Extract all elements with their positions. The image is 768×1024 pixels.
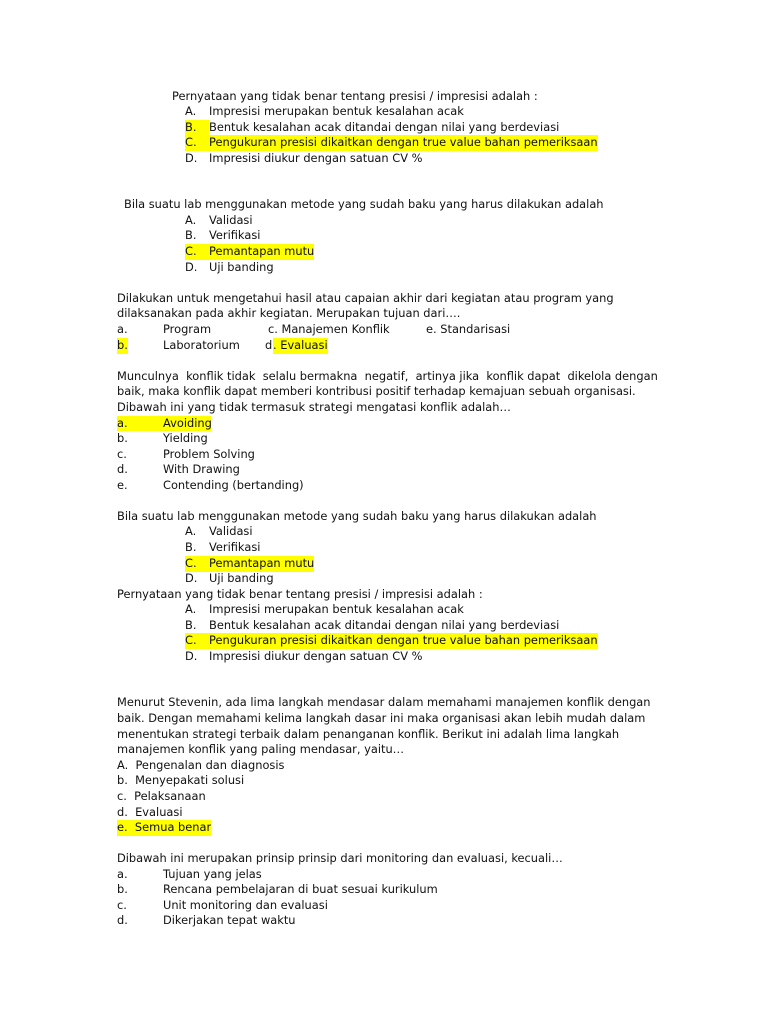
q3-option-d-text: . Evaluasi: [273, 338, 328, 352]
question-4-line-1: Munculnya konflik tidak selalu bermakna negatif, artinya jika konflik dapat dikelola dengan: [117, 369, 658, 383]
q3-option-a-letter: a.: [117, 322, 128, 336]
q8-option-d: d. Dikerjakan tepat waktu: [117, 913, 296, 927]
q4-option-b: b. Yielding: [117, 431, 208, 445]
q3-options-row-2: [117, 338, 537, 354]
q1-option-a: A. Impresisi merupakan bentuk kesalahan acak: [185, 104, 464, 118]
q2-option-b: B. Verifikasi: [185, 228, 261, 242]
question-7-line-1: Menurut Stevenin, ada lima langkah mendasar dalam memahami manajemen konflik dengan: [117, 695, 651, 709]
q4-option-d: d. With Drawing: [117, 462, 240, 476]
q7-option-d: d. Evaluasi: [117, 805, 183, 819]
q6-option-d: D. Impresisi diukur dengan satuan CV %: [185, 649, 423, 663]
q7-option-b: b. Menyepakati solusi: [117, 773, 245, 787]
q6-option-a: A. Impresisi merupakan bentuk kesalahan acak: [185, 602, 464, 616]
q3-option-b-letter: b.: [117, 338, 128, 352]
q3-option-a-text: Program: [163, 322, 212, 336]
q3-options-row-1: [117, 322, 537, 338]
question-7-line-3: menentukan strategi terbaik dalam penanganan konflik. Berikut ini adalah lima langkah: [117, 727, 620, 741]
q3-option-b-text: Laboratorium: [163, 338, 240, 352]
q8-option-b: b. Rencana pembelajaran di buat sesuai kurikulum: [117, 882, 438, 896]
q7-option-c: c. Pelaksanaan: [117, 789, 206, 803]
q1-option-c: C. Pengukuran presisi dikaitkan dengan true value bahan pemeriksaan: [185, 135, 598, 149]
q2-option-c: C. Pemantapan mutu: [185, 244, 315, 258]
question-7-line-2: baik. Dengan memahami kelima langkah dasar ini maka organisasi akan lebih mudah dalam: [117, 711, 646, 725]
q4-option-e: e. Contending (bertanding): [117, 478, 304, 492]
question-3-line-2: dilaksanakan pada akhir kegiatan. Merupakan tujuan dari….: [117, 306, 461, 320]
q7-option-e: e. Semua benar: [117, 820, 212, 834]
question-7-line-4: manajemen konflik yang paling mendasar, yaitu…: [117, 742, 405, 756]
q3-option-c: c. Manajemen Konflik: [268, 322, 390, 336]
q6-option-c: C. Pengukuran presisi dikaitkan dengan true value bahan pemeriksaan: [185, 633, 598, 647]
question-4-line-2: baik, maka konflik dapat memberi kontribusi positif terhadap kemajuan sebuah organisasi.: [117, 384, 636, 398]
question-4-line-3: Dibawah ini yang tidak termasuk strategi mengatasi konflik adalah…: [117, 400, 511, 414]
q4-option-a: a. Avoiding: [117, 416, 212, 430]
q5-option-d: D. Uji banding: [185, 571, 274, 585]
q8-option-a: a. Tujuan yang jelas: [117, 867, 262, 881]
question-1: Pernyataan yang tidak benar tentang presisi / impresisi adalah :: [172, 89, 538, 103]
q6-option-b: B. Bentuk kesalahan acak ditandai dengan nilai yang berdeviasi: [185, 618, 560, 632]
q1-option-d: D. Impresisi diukur dengan satuan CV %: [185, 151, 423, 165]
q5-option-b: B. Verifikasi: [185, 540, 261, 554]
q7-option-a: A. Pengenalan dan diagnosis: [117, 758, 285, 772]
q5-option-c: C. Pemantapan mutu: [185, 556, 315, 570]
q2-option-d: D. Uji banding: [185, 260, 274, 274]
q5-option-a: A. Validasi: [185, 524, 253, 538]
q1-option-b: B. Bentuk kesalahan acak ditandai dengan nilai yang berdeviasi: [185, 120, 560, 134]
q3-option-d-letter: d: [265, 338, 273, 352]
question-6: Pernyataan yang tidak benar tentang presisi / impresisi adalah :: [117, 587, 483, 601]
q8-option-c: c. Unit monitoring dan evaluasi: [117, 898, 328, 912]
question-2: Bila suatu lab menggunakan metode yang sudah baku yang harus dilakukan adalah: [124, 197, 604, 211]
question-3-line-1: Dilakukan untuk mengetahui hasil atau capaian akhir dari kegiatan atau program yang: [117, 291, 614, 305]
question-5: Bila suatu lab menggunakan metode yang sudah baku yang harus dilakukan adalah: [117, 509, 597, 523]
q2-option-a: A. Validasi: [185, 213, 253, 227]
q3-option-e: e. Standarisasi: [426, 322, 511, 336]
question-8: Dibawah ini merupakan prinsip prinsip dari monitoring dan evaluasi, kecuali…: [117, 851, 563, 865]
q4-option-c: c. Problem Solving: [117, 447, 255, 461]
